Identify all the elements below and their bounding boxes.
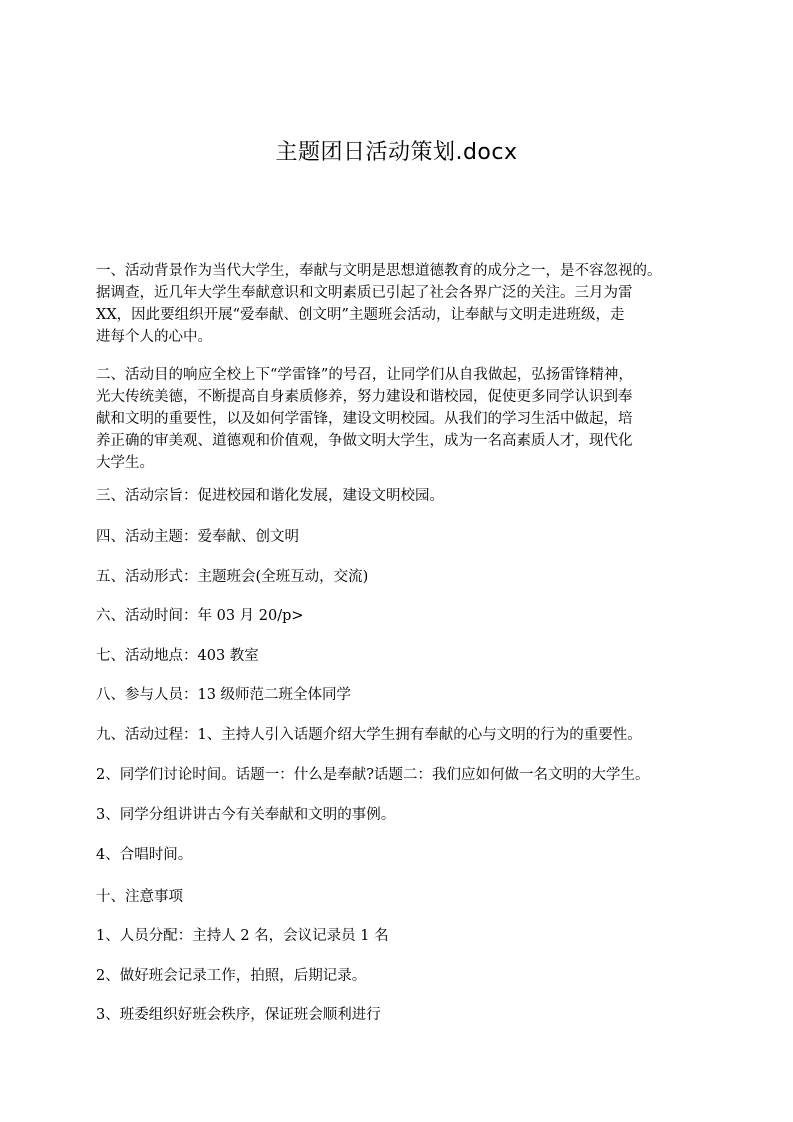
paragraph-process-step-3: 3、同学分组讲讲古今有关奉献和文明的事例。 xyxy=(96,807,396,823)
text-line: 一、活动背景作为当代大学生，奉献与文明是思想道德教育的成分之一，是不容忽视的。 xyxy=(96,263,662,279)
paragraph-notes-heading: 十、注意事项 xyxy=(96,889,183,905)
text-line: 大学生。 xyxy=(96,455,154,471)
paragraph-process: 九、活动过程：1、主持人引入话题介绍大学生拥有奉献的心与文明的行为的重要性。 xyxy=(96,727,642,743)
paragraph-format: 五、活动形式：主题班会(全班互动，交流) xyxy=(96,569,369,585)
text-line: 献和文明的重要性，以及如何学雷锋，建设文明校园。从我们的学习生活中做起，培 xyxy=(96,411,633,427)
text-line: 养正确的审美观、道德观和价值观，争做文明大学生，成为一名高素质人才，现代化 xyxy=(96,433,633,449)
text-line: 据调查，近几年大学生奉献意识和文明素质已引起了社会各界广泛的关注。三月为雷 xyxy=(96,285,633,301)
paragraph-aim: 三、活动宗旨：促进校园和谐化发展，建设文明校园。 xyxy=(96,488,444,504)
paragraph-note-3: 3、班委组织好班会秩序，保证班会顺利进行 xyxy=(96,1007,381,1023)
text-line: 进每个人的心中。 xyxy=(96,329,212,345)
document-title: 主题团日活动策划.docx xyxy=(275,140,518,165)
paragraph-note-1: 1、人员分配：主持人 2 名，会议记录员 1 名 xyxy=(96,928,389,944)
paragraph-process-step-4: 4、合唱时间。 xyxy=(96,847,193,863)
paragraph-time: 六、活动时间：年 03 月 20/p> xyxy=(96,608,304,624)
paragraph-process-step-2: 2、同学们讨论时间。话题一：什么是奉献?话题二：我们应如何做一名文明的大学生。 xyxy=(96,767,650,783)
paragraph-background xyxy=(96,260,662,348)
paragraph-location: 七、活动地点：403 教室 xyxy=(96,648,259,664)
paragraph-theme: 四、活动主题：爱奉献、创文明 xyxy=(96,529,299,545)
text-line: XX，因此要组织开展“爱奉献、创文明”主题班会活动，让奉献与文明走进班级，走 xyxy=(96,307,625,323)
paragraph-purpose xyxy=(96,364,633,474)
paragraph-participants: 八、参与人员：13 级师范二班全体同学 xyxy=(96,687,352,703)
text-line: 二、活动目的响应全校上下“学雷锋”的号召，让同学们从自我做起，弘扬雷锋精神， xyxy=(96,367,633,383)
text-line: 光大传统美德，不断提高自身素质修养，努力建设和谐校园，促使更多同学认识到奉 xyxy=(96,389,633,405)
paragraph-note-2: 2、做好班会记录工作，拍照，后期记录。 xyxy=(96,968,367,984)
